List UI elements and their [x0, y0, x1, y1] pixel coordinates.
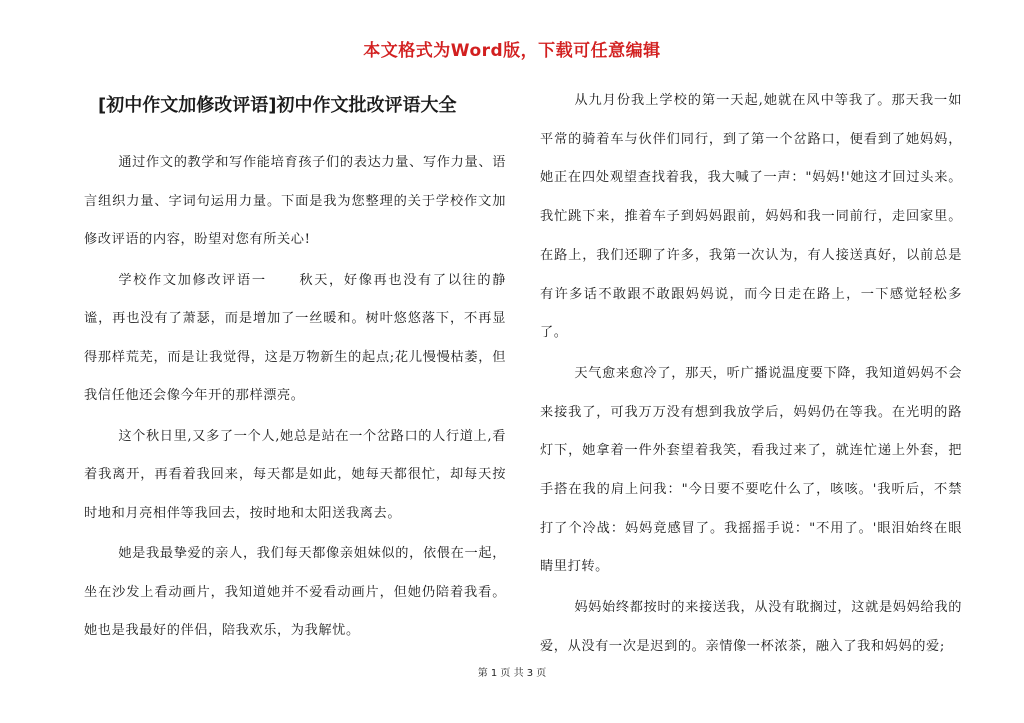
paragraph-cold-weather: 天气愈来愈冷了，那天，听广播说温度要下降，我知道妈妈不会来接我了，可我万万没有想到我放学后，妈妈仍在等我。在光明的路灯下，她拿着一件外套望着我笑，看我过来了，就连忙递上外套，把手搭在我的肩上问我："今日要不要吃什么了，咳咳。'我听后，不禁打了个冷战：妈妈竟感冒了。我摇摇手说："不用了。'眼泪始终在眼睛里打转。	[540, 365, 962, 575]
page-indicator: 第 1 页 共 3 页	[477, 668, 547, 679]
paragraph-crossroad: 这个秋日里,又多了一个人,她总是站在一个岔路口的人行道上,看着我离开，再看着我回来，每天都是如此，她每天都很忙，却每天按时地和月亮相伴等我回去，按时地和太阳送我离去。	[84, 428, 506, 521]
paragraph-intro: 通过作文的教学和写作能培育孩子们的表达力量、写作力量、语言组织力量、字词句运用力量。下面是我为您整理的关于学校作文加修改评语的内容，盼望对您有所关心!	[84, 155, 506, 247]
paragraph-mother: 她是我最挚爱的亲人，我们每天都像亲姐妹似的，依偎在一起，坐在沙发上看动画片，我知道她并不爱看动画片，但她仍陪着我看。她也是我最好的伴侣，陪我欢乐，为我解忧。	[84, 546, 506, 638]
paragraph-love: 妈妈始终都按时的来接送我，从没有耽搁过，这就是妈妈给我的爱，从没有一次是迟到的。亲情像一杯浓茶，融入了我和妈妈的爱;	[540, 600, 962, 654]
document-title: [初中作文加修改评语]初中作文批改评语大全	[98, 95, 457, 116]
section-heading: 学校作文加修改评语一	[118, 272, 267, 288]
paragraph-comment-one	[84, 262, 506, 416]
left-column	[84, 78, 506, 653]
paragraph-september: 从九月份我上学校的第一天起,她就在风中等我了。那天我一如平常的骑着车与伙伴们同行，到了第一个岔路口，便看到了她妈妈，她正在四处观望查找着我，我大喊了一声："妈妈!'她这才回过头来。我忙跳下来，推着车子到妈妈跟前，妈妈和我一同前行，走回家里。在路上，我们还聊了许多，我第一次认为，有人接送真好，以前总是有许多话不敢跟不敢跟妈妈说，而今日走在路上，一下感觉轻松多了。	[540, 93, 962, 341]
download-banner: 本文格式为Word版，下载可任意编辑	[363, 41, 661, 61]
paragraph-autumn: 秋天，好像再也没有了以往的静谧，再也没有了萧瑟，而是增加了一丝暖和。树叶悠悠落下，不再显得那样荒芜，而是让我觉得，这是万物新生的起点;花儿慢慢枯萎，但我信任他还会像今年开的那样漂亮。	[84, 272, 506, 403]
right-column	[540, 82, 962, 669]
